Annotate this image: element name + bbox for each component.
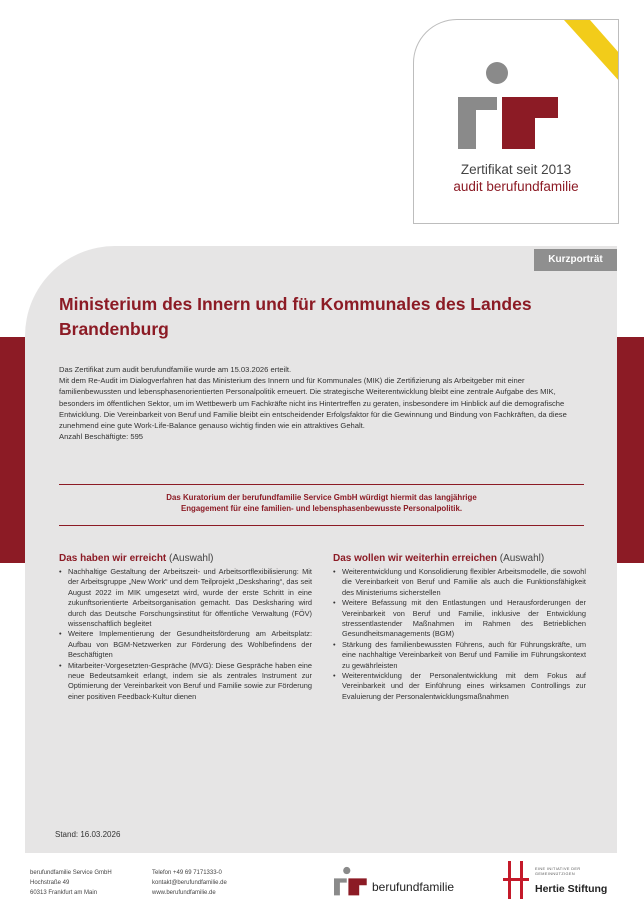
certificate-audit-name: audit berufundfamilie: [453, 179, 579, 194]
stand-date: Stand: 16.03.2026: [55, 830, 121, 839]
footer-contact: [152, 868, 227, 898]
list-item: • Weiterentwicklung und Konsolidierung flexibler Arbeitsmodelle, die sowohl die Vereinbarkeit von Beruf und Familie als auch die Funktionsfähigkeit des Ministeriums sicherstellen: [333, 567, 586, 598]
goals-heading: Das wollen wir weiterhin erreichen (Auswahl): [333, 553, 545, 564]
certificate-badge: [413, 19, 619, 224]
berufundfamilie-logo-icon: [458, 60, 568, 150]
footer-address: berufundfamilie Service GmbH Hochstraße 49 60313 Frankfurt am Main: [30, 870, 112, 896]
kurzportraet-tag: Kurzporträt: [534, 249, 617, 271]
footer-phone: Telefon +49 69 7171333-0: [152, 870, 222, 876]
list-item: • Mitarbeiter-Vorgesetzten-Gespräche (MVG): Diese Gespräche haben eine neue Bedeutsamkeit erlangt, indem sie als zentrales Instrument zur Optimierung der Vereinbarkeit von Beruf und Familie sowie zur Förderung einer positiven Feedback-Kultur dienen: [59, 661, 312, 703]
divider-top: [59, 484, 584, 485]
hertie-initiative-text: EINE INITIATIVE DER GEMEINNÜTZIGEN: [535, 867, 581, 876]
list-item: • Weiterentwicklung der Personalentwicklung mit dem Fokus auf Vereinbarkeit und der Einführung eines wirksamen Controllings zur Evaluierung der Personalentwicklungsmaßnahmen: [333, 671, 586, 702]
achieved-list: [59, 567, 312, 702]
achieved-column: [59, 553, 312, 702]
achieved-heading: Das haben wir erreicht (Auswahl): [59, 553, 214, 564]
list-item: • Weitere Befassung mit den Entlastungen und Herausforderungen der Vereinbarkeit von Beruf und Familie, inklusive der Entwicklung stressentlastender Maßnahmen im Rahmen des Betrieblichen Gesundheitsmanagements (BGM): [333, 598, 586, 640]
hertie-name: Hertie Stiftung: [535, 883, 608, 895]
goals-list: [333, 567, 586, 702]
footer-website-link[interactable]: www.berufundfamilie.de: [152, 890, 216, 896]
certificate-since: Zertifikat seit 2013: [460, 162, 572, 177]
list-item: • Weitere Implementierung der Gesundheitsförderung am Arbeitsplatz: Aufbau von BGM-Netzwerken zur Förderung des Wohlbefindens der Beschäftigten: [59, 629, 312, 660]
intro-body: Mit dem Re-Audit im Dialogverfahren hat das Ministerium des Innern und für Kommunales (MIK) die Zertifizierung als Arbeitgeber mit einer familienbewussten und lebensphasenorientierten Personalpolitik erneuert. Die strategische Weiterentwicklung bleibt eine zentrale Aufgabe des MIK, besonders im öffentlichen Sektor, um im Wettbewerb um Fachkräfte nicht ins Hintertreffen zu geraten, insbesondere im Hinblick auf die demografische Entwicklung. Die Vereinbarkeit von Beruf und Familie bleibt ein entscheidender Erfolgsfaktor für die Gewinnung und Bindung von Fachkräften, da diese zunehmend eine gute Work-Life-Balance genauso wichtig finden wie ein attraktives Gehalt.: [59, 376, 567, 431]
list-item: • Stärkung des familienbewussten Führens, auch für Führungskräfte, um eine nachhaltige Vereinbarkeit von Beruf und Familie im Führungskontext zu gewährleisten: [333, 640, 586, 671]
hertie-logo-icon: [503, 861, 529, 899]
divider-bottom: [59, 525, 584, 526]
footer-brand-name: berufundfamilie: [372, 880, 455, 894]
list-item: • Nachhaltige Gestaltung der Arbeitszeit- und Arbeitsortflexibilisierung: Mit der Arbeitsgruppe „New Work“ und dem Teilprojekt „Desksharing“, das seit August 2022 im MIK umgesetzt wird, wurde der erste Schritt in eine zukunftsorientierte Arbeitsorganisation gemacht. Das Desksharing wird durch das Deutsche Forschungsinstitut für öffentliche Verwaltung (FÖV) wissenschaftlich begleitet: [59, 567, 312, 629]
goals-column: [333, 553, 586, 702]
footer-email-link[interactable]: kontakt@berufundfamilie.de: [152, 880, 227, 886]
footer-logo-icon: [334, 866, 370, 896]
employee-count: Anzahl Beschäftigte: 595: [59, 432, 144, 442]
page-title: Ministerium des Innern und für Kommunales des Landes Brandenburg: [59, 294, 532, 339]
kuratorium-statement: Das Kuratorium der berufundfamilie Service GmbH würdigt hiermit das langjährige Engagement für eine familien- und lebensphasenbewusste Personalpolitik.: [166, 493, 477, 514]
certificate-date: Das Zertifikat zum audit berufundfamilie wurde am 15.03.2026 erteilt.: [59, 365, 292, 374]
intro-text: [59, 364, 587, 442]
